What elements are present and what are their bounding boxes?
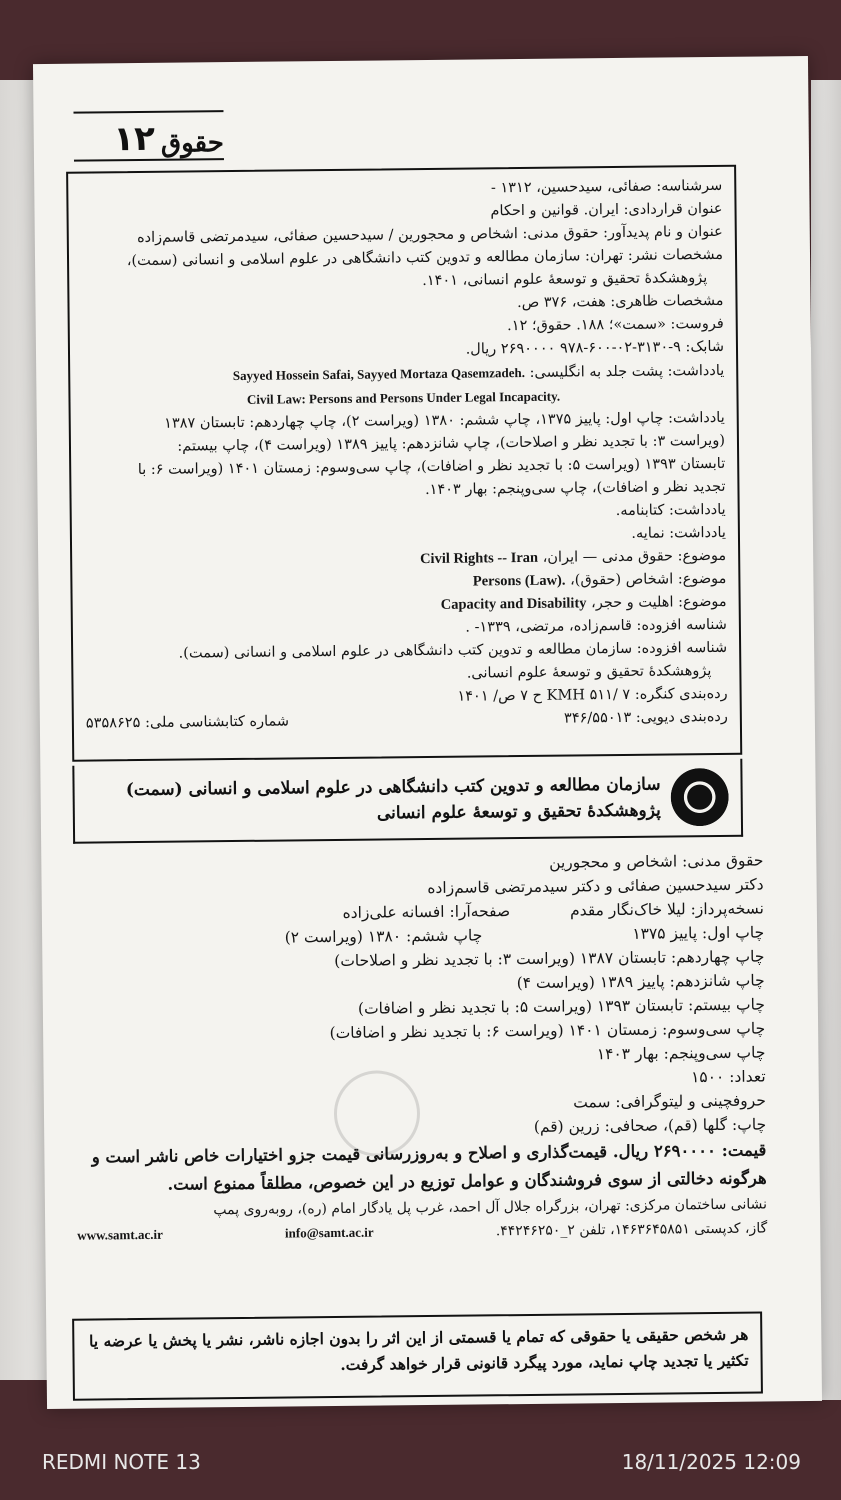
cip-line: شابک: ۹-۳۱۳۰-۰۲-۶۰۰-۹۷۸ ۲۶۹۰۰۰۰ ریال. <box>465 338 725 358</box>
address-line: نشانی ساختمان مرکزی: تهران، بزرگراه جلال آل احمد، غرب پل یادگار امام (ره)، روبه‌روی پمپ <box>213 1196 768 1219</box>
cip-record-box <box>66 165 742 762</box>
subject-en: Civil Rights -- Iran <box>419 549 539 568</box>
cip-line: سرشناسه: صفائی، سیدحسین، ۱۳۱۲ - <box>490 177 723 197</box>
subject-en: Capacity and Disability <box>440 595 587 613</box>
print-line: چاپ سی‌وپنجم: بهار ۱۴۰۳ <box>596 1043 766 1064</box>
national-value: ۵۳۵۸۶۲۵ <box>85 715 141 732</box>
publisher-line2: پژوهشکدهٔ تحقیق و توسعهٔ علوم انسانی <box>376 800 661 824</box>
national-label: شماره کتابشناسی ملی: <box>144 713 290 731</box>
copyright-warning-box <box>72 1312 763 1401</box>
address-line2: گاز، کدپستی ۱۴۶۳۶۴۵۸۵۱، تلفن ۲_۴۴۲۴۶۲۵۰. <box>495 1220 768 1240</box>
edition-line: تجدید نظر و اضافات)، چاپ سی‌وپنجم: بهار ۱۴۰۳. <box>424 478 726 499</box>
copyright-warning-text: هر شخص حقیقی یا حقوقی که تمام یا قسمتی از این اثر را بدون اجازه ناشر، نشر یا پخش یا عرضه یا تکثیر یا تجدید چاپ نماید، مورد پیگرد قانونی قرار خواهد گرفت. <box>89 1324 749 1374</box>
cip-line: مشخصات ظاهری: هفت، ۳۷۶ ص. <box>517 292 724 312</box>
cip-line: فروست: «سمت»؛ ۱۸۸. حقوق؛ ۱۲. <box>507 315 724 335</box>
added-entry-line: شناسه افزوده: قاسم‌زاده، مرتضی، ۱۳۳۹- . <box>465 616 727 636</box>
book-title: حقوق مدنی: اشخاص و محجورین <box>549 851 764 872</box>
added-entry-line: شناسه افزوده: سازمان مطالعه و تدوین کتب دانشگاهی در علوم اسلامی و انسانی (سمت). <box>178 639 728 662</box>
edition-line: (ویراست ۳: با تجدید نظر و اصلاحات)، چاپ شانزدهم: پاییز ۱۳۸۹ (ویراست ۴)، چاپ بیستم: <box>177 432 726 455</box>
added-entry-line: پژوهشکدهٔ تحقیق و توسعهٔ علوم انسانی. <box>466 663 712 682</box>
print-line: چاپ چهاردهم: تابستان ۱۳۸۷ (ویراست ۳: با تجدید نظر و اصلاحات) <box>334 947 765 970</box>
print-line: چاپ شانزدهم: پاییز ۱۳۸۹ (ویراست ۴) <box>516 971 765 993</box>
sixth-print: چاپ ششم: ۱۳۸۰ (ویراست ۲) <box>284 926 483 947</box>
english-note-line2: Civil Law: Persons and Persons Under Legal Incapacity. <box>246 388 561 407</box>
layout-credit: صفحه‌آرا: افسانه علی‌زاده <box>342 902 511 922</box>
samt-logo-icon <box>670 768 729 827</box>
subject-en: Persons (Law). <box>472 572 566 590</box>
series-header <box>73 102 224 162</box>
camera-watermark <box>0 1450 841 1480</box>
series-number: ۱۲ <box>113 118 156 160</box>
dewey-label: رده‌بندی دیویی: <box>635 708 728 726</box>
colophon <box>73 848 767 1247</box>
camera-timestamp: 18/11/2025 12:09 <box>621 1450 801 1474</box>
first-print: چاپ اول: پاییز ۱۳۷۵ <box>632 923 765 943</box>
header-rule <box>73 110 223 114</box>
english-note-label: یادداشت: پشت جلد به انگلیسی: <box>529 362 725 381</box>
cip-line: پژوهشکدهٔ تحقیق و توسعهٔ علوم انسانی، ۱۴۰۱. <box>422 270 708 290</box>
congress-value: KMH ۵۱۱/ ۷ ح ۷ ص/ ۱۴۰۱ <box>457 686 631 705</box>
typesetting-line: حروفچینی و لیتوگرافی: سمت <box>573 1091 766 1112</box>
note-line: یادداشت: نمایه. <box>631 524 727 542</box>
edition-line: یادداشت: چاپ اول: پاییز ۱۳۷۵، چاپ ششم: ۱۳۸۰ (ویراست ۲)، چاپ چهاردهم: تابستان ۱۳۸۷ <box>164 409 725 432</box>
book-authors: دکتر سیدحسین صفائی و دکتر سیدمرتضی قاسم‌زاده <box>427 875 764 898</box>
subject-fa: موضوع: اهلیت و حجر، <box>591 593 727 612</box>
website-address: www.samt.ac.ir <box>77 1226 163 1243</box>
subject-fa: موضوع: حقوق مدنی — ایران، <box>542 547 727 566</box>
camera-device-label: REDMI NOTE 13 <box>42 1450 201 1474</box>
book-page <box>33 56 822 1409</box>
cip-line: مشخصات نشر: تهران: سازمان مطالعه و تدوین کتب دانشگاهی در علوم اسلامی و انسانی (سمت)، <box>126 246 724 270</box>
dewey-value: ۳۴۶/۵۵۰۱۳ <box>563 709 632 727</box>
cip-line: عنوان قراردادی: ایران. قوانین و احکام <box>490 200 723 220</box>
note-line: یادداشت: کتابنامه. <box>615 501 726 520</box>
price-notice: قیمت: ۲۶۹۰۰۰۰ ریال. قیمت‌گذاری و اصلاح و به‌روزرسانی قیمت جزو اختیارات خاص ناشر است و هرگونه دخالتی از سوی فروشندگان و عوامل توزیع در این خصوص، مطلقاً ممنوع است. <box>91 1140 767 1194</box>
print-line: چاپ بیستم: تابستان ۱۳۹۳ (ویراست ۵: با تجدید نظر و اضافات) <box>357 995 765 1018</box>
cip-line: عنوان و نام پدیدآور: حقوق مدنی: اشخاص و محجورین / سیدحسین صفائی، سیدمرتضی قاسم‌زاده <box>136 223 723 247</box>
editor-credit: نسخه‌پرداز: لیلا خاک‌نگار مقدم <box>569 899 764 920</box>
print-count: تعداد: ۱۵۰۰ <box>690 1067 766 1087</box>
subject-fa: موضوع: اشخاص (حقوق)، <box>569 570 727 589</box>
printer-line: چاپ: گلها (قم)، صحافی: زرین (قم) <box>533 1115 767 1136</box>
english-note-line1: Sayyed Hossein Safai, Sayyed Mortaza Qasemzadeh. <box>232 364 526 384</box>
congress-label: رده‌بندی کنگره: <box>634 685 728 703</box>
print-line: چاپ سی‌وسوم: زمستان ۱۴۰۱ (ویراست ۶: با تجدید نظر و اضافات) <box>329 1019 766 1043</box>
publisher-line1: سازمان مطالعه و تدوین کتب دانشگاهی در علوم اسلامی و انسانی (سمت) <box>125 774 661 801</box>
edition-line: تابستان ۱۳۹۳ (ویراست ۵: با تجدید نظر و اضافات)، چاپ سی‌وسوم: زمستان ۱۴۰۱ (ویراست ۶: با <box>137 455 726 479</box>
publisher-block <box>72 759 743 844</box>
email-address: info@samt.ac.ir <box>284 1224 374 1241</box>
series-word: حقوق <box>160 128 224 159</box>
